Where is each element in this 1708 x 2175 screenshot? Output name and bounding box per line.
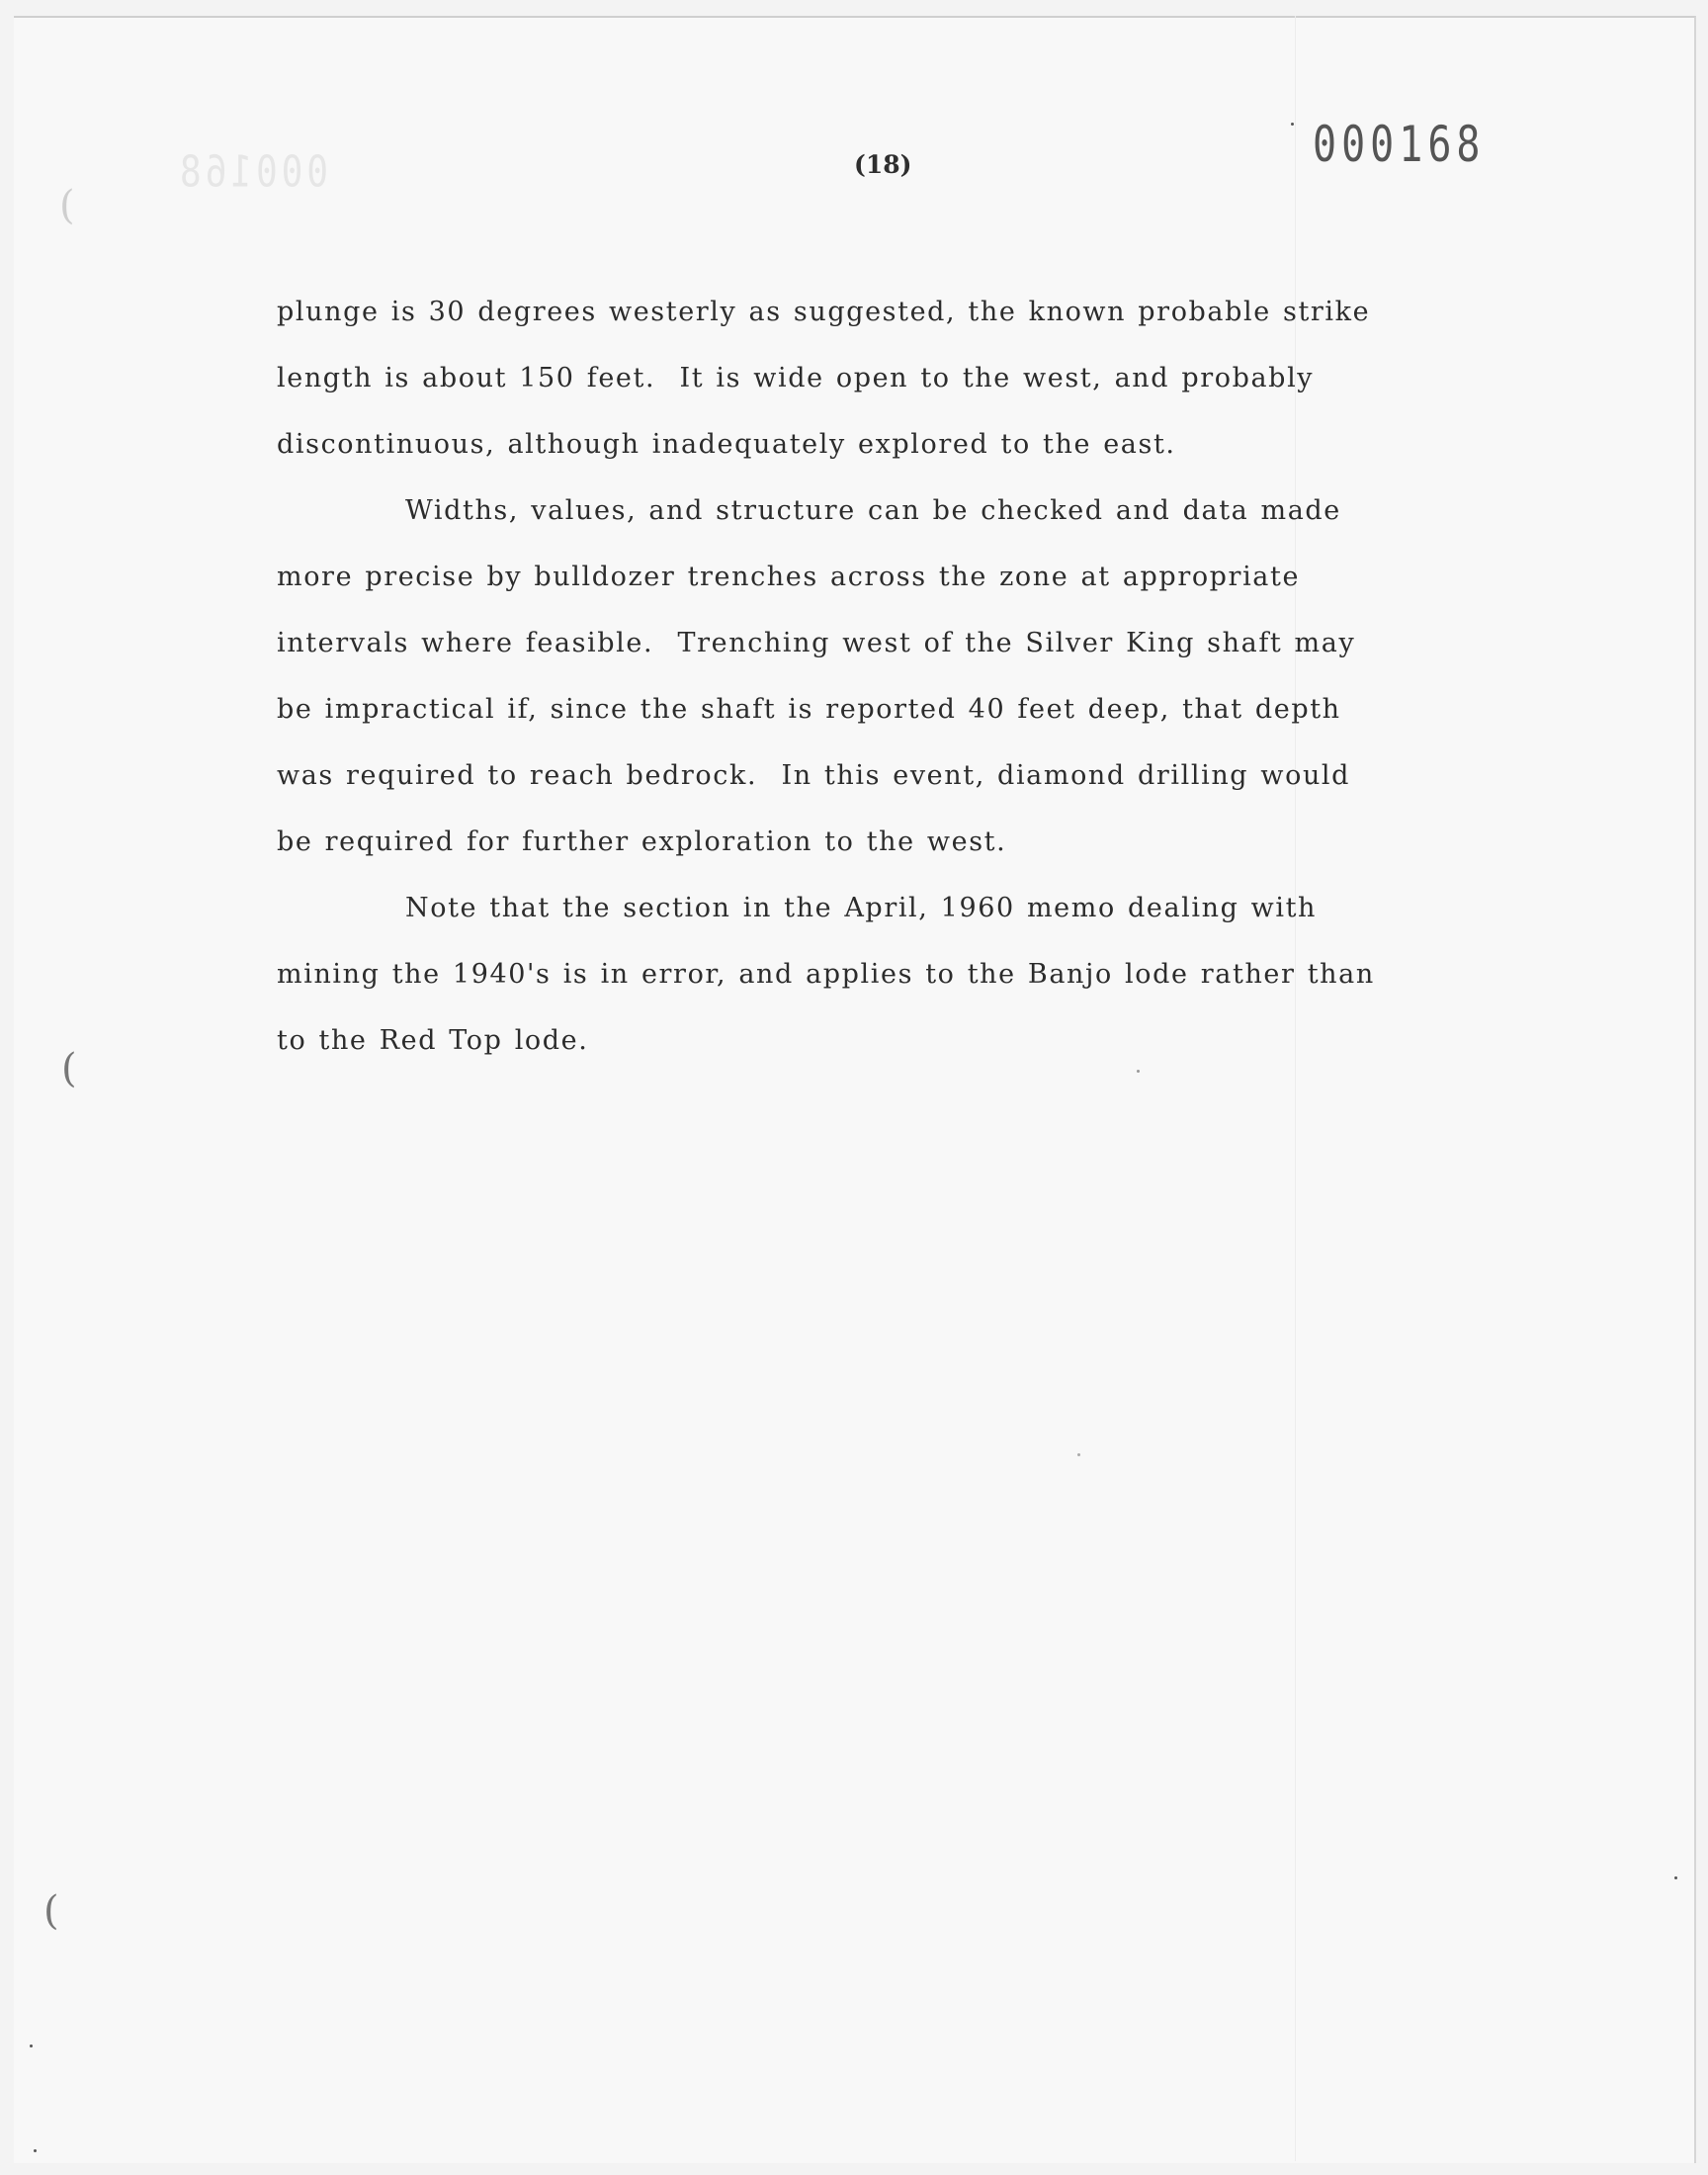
document-number-stamp: 000168 [1313,117,1486,174]
paragraph-line: more precise by bulldozer trenches across the zone at appropriate [277,562,1301,592]
paragraph-line: intervals where feasible. Trenching west of the Silver King shaft may [277,628,1356,658]
paragraph-line: length is about 150 feet. It is wide open to the west, and probably [277,363,1315,393]
paragraph-line: plunge is 30 degrees westerly as suggested, the known probable strike [277,297,1371,327]
bleed-through-stamp: 000168 [176,148,329,198]
margin-mark: ( [43,1888,59,1934]
page-number: (18) [854,150,912,179]
paragraph-line: was required to reach bedrock. In this event, diamond drilling would [277,760,1351,791]
paragraph-line: be required for further exploration to the west. [277,826,1007,857]
paragraph-line: discontinuous, although inadequately explored to the east. [277,429,1176,460]
memo-body [277,279,1502,1074]
scan-speck [30,2044,33,2047]
paragraph-line: mining the 1940's is in error, and applies to the Banjo lode rather than [277,959,1375,990]
scan-speck [1077,1453,1080,1456]
paragraph-line: Note that the section in the April, 1960 memo dealing with [405,893,1318,923]
paragraph-line: be impractical if, since the shaft is reported 40 feet deep, that depth [277,694,1341,725]
margin-mark: ( [61,1046,77,1091]
paragraph-line: Widths, values, and structure can be checked and data made [405,495,1341,526]
scan-speck [1674,1876,1677,1879]
scan-speck [1291,123,1294,126]
scan-speck [34,2149,37,2152]
paragraph-line: to the Red Top lode. [277,1025,589,1056]
margin-mark: ( [59,183,75,228]
scan-speck [1137,1070,1140,1073]
